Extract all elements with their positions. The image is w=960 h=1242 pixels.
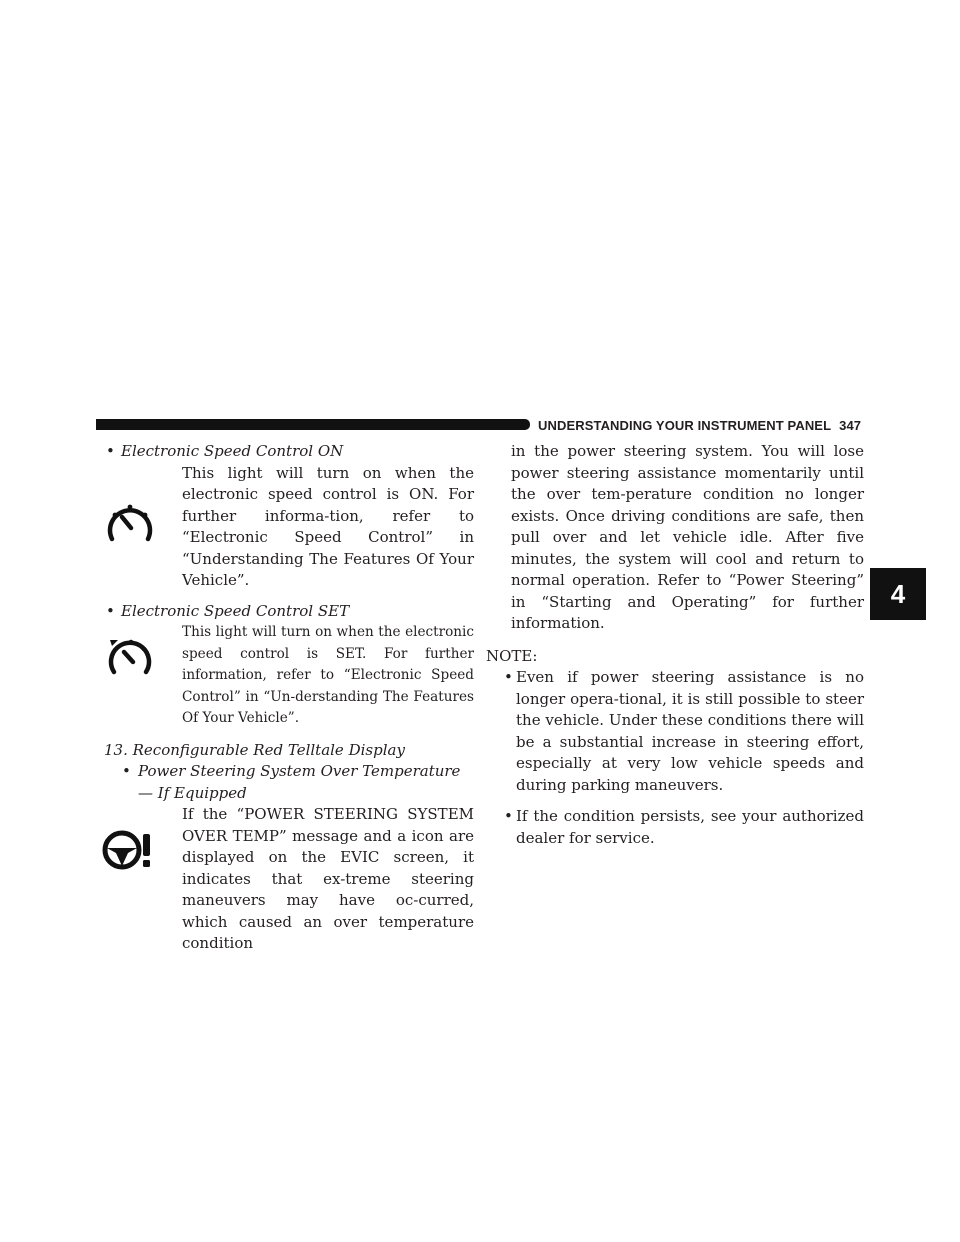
item-title-power-steering: • Power Steering System Over Temperature — If Equipped bbox=[104, 761, 474, 804]
steering-wheel-warning-icon bbox=[98, 820, 166, 880]
note-item-2: • If the condition persists, see your authorized dealer for service. bbox=[486, 806, 864, 849]
running-header bbox=[538, 418, 868, 433]
item-text-power-steering: If the “POWER STEERING SYSTEM OVER TEMP” message and a icon are displayed on the EVIC screen, it indicates that ex-treme steering maneuvers may have oc-curred, which caused an over temperature condition bbox=[182, 805, 474, 952]
item-power-steering bbox=[104, 804, 474, 955]
right-column bbox=[486, 441, 864, 849]
section-title: UNDERSTANDING YOUR INSTRUMENT PANEL bbox=[538, 418, 832, 433]
section-heading-13: 13. Reconfigurable Red Telltale Display bbox=[104, 740, 405, 759]
item-title-speed-control-on: • Electronic Speed Control ON bbox=[104, 441, 474, 463]
left-column bbox=[104, 441, 474, 955]
item-title-speed-control-set: • Electronic Speed Control SET bbox=[104, 601, 474, 623]
chapter-tab: 4 bbox=[870, 568, 926, 620]
item-speed-control-set bbox=[104, 622, 474, 730]
header-rule bbox=[96, 419, 530, 430]
item-text-speed-control-set: This light will turn on when the electronic speed control is SET. For further information, refer to “Electronic Speed Control” in “Un-derstanding The Features Of Your Vehicle”. bbox=[182, 624, 474, 726]
note-label: NOTE: bbox=[486, 646, 538, 665]
note-item-1: • Even if power steering assistance is no longer opera-tional, it is still possible to steer the vehicle. Under these conditions there will be a substantial increase in steering effort, especially at very low vehicle speeds and during parking maneuvers. bbox=[486, 667, 864, 796]
item-speed-control-on bbox=[104, 463, 474, 592]
page-number: 347 bbox=[839, 418, 862, 433]
item-text-speed-control-on: This light will turn on when the electronic speed control is ON. For further informa-tion, refer to “Electronic Speed Control” in “Understanding The Features Of Your Vehicle”. bbox=[182, 463, 474, 589]
speedometer-set-icon bbox=[100, 628, 160, 688]
speedometer-icon bbox=[100, 495, 160, 555]
continued-paragraph: in the power steering system. You will lose power steering assistance momentarily until the over tem-perature condition no longer exists. Once driving conditions are safe, then pull over and let vehicle idle. After five minutes, the system will cool and return to normal operation. Refer to “Power Steering” in “Starting and Operating” for further information. bbox=[511, 442, 864, 632]
